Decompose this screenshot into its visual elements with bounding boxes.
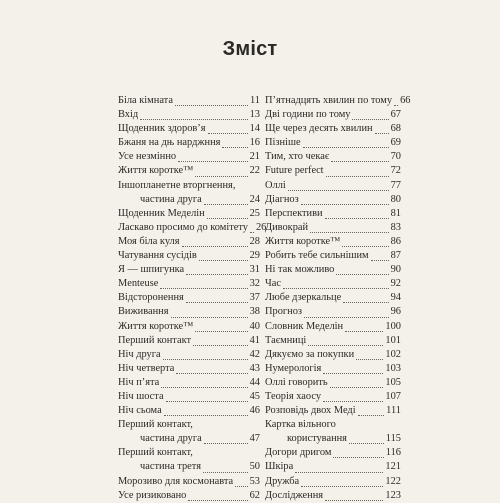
dot-leader: [345, 331, 383, 332]
dot-leader: [295, 472, 383, 473]
toc-entry: [118, 193, 260, 207]
toc-page-number: 100: [385, 320, 401, 332]
toc-entry: [118, 305, 260, 319]
toc-entry-title: Перший контакт,: [118, 419, 193, 431]
toc-entry: [118, 362, 260, 376]
dot-leader: [176, 373, 247, 374]
toc-entry-title: Любе дзеркальце: [265, 292, 342, 304]
toc-entry-title: Тим, хто чекає: [265, 151, 330, 163]
toc-entry-title: Дивокрай: [265, 221, 309, 233]
dot-leader: [195, 176, 247, 177]
toc-entry-title: Перший контакт: [118, 334, 192, 346]
dot-leader: [303, 147, 389, 148]
dot-leader: [323, 401, 383, 402]
toc-entry: [265, 348, 401, 362]
dot-leader: [164, 415, 248, 416]
dot-leader: [375, 133, 389, 134]
toc-entry-title: Бжаня на дњ нарджння: [118, 137, 221, 149]
toc-entry-title: Біла кімната: [118, 95, 173, 106]
toc-entry: [118, 348, 260, 362]
toc-entry: [118, 376, 260, 390]
toc-entry-title: частина друга: [140, 433, 202, 445]
toc-entry-title: Теорія хаосу: [265, 390, 322, 402]
dot-leader: [195, 331, 247, 332]
toc-page-number: 42: [249, 348, 260, 360]
toc-entry-title: Розповідь двох Меді: [265, 405, 356, 417]
toc-page-number: 31: [249, 264, 260, 276]
toc-entry: [118, 179, 260, 193]
toc-page-number: 83: [390, 221, 401, 233]
toc-entry-title: частина друга: [140, 193, 202, 205]
toc-entry: [265, 277, 401, 291]
toc-page-number: 21: [249, 151, 260, 163]
toc-page-number: 94: [390, 292, 401, 304]
toc-page-number: 38: [249, 306, 260, 318]
toc-entry-title: Ніч п’ята: [118, 376, 160, 388]
toc-entry-title: Моя біла куля: [118, 235, 180, 247]
toc-entry: [118, 249, 260, 263]
toc-page-number: 67: [390, 109, 401, 121]
toc-entry-title: Нумерологія: [265, 362, 322, 374]
toc-entry-title: Дякуємо за покупки: [265, 348, 355, 360]
toc-page-number: 44: [249, 376, 260, 388]
toc-column-right: [265, 94, 411, 503]
toc-page-number: 103: [385, 362, 401, 374]
toc-page-number: 25: [249, 207, 260, 219]
toc-entry: [118, 446, 260, 460]
toc-entry: [118, 235, 260, 249]
toc-entry: [118, 164, 260, 178]
toc-entry: [118, 150, 260, 164]
dot-leader: [193, 345, 248, 346]
toc-entry: [118, 122, 260, 136]
toc-entry-title: Догори дригом: [265, 447, 332, 459]
dot-leader: [325, 218, 389, 219]
toc-entry: [118, 277, 260, 291]
toc-entry: [265, 108, 401, 122]
dot-leader: [186, 274, 247, 275]
toc-page-number: 86: [390, 235, 401, 247]
toc-page-number: 47: [249, 433, 260, 445]
toc-page-number: 37: [249, 292, 260, 304]
toc-page-number: 14: [249, 123, 260, 135]
toc-page-number: 46: [249, 405, 260, 417]
toc-page-number: 40: [249, 320, 260, 332]
toc-entry: [118, 94, 260, 108]
dot-leader: [283, 288, 389, 289]
toc-entry: [265, 235, 401, 249]
toc-page-number: 87: [390, 250, 401, 262]
toc-entry-title: Ніч шоста: [118, 390, 164, 402]
toc-entry: [118, 489, 260, 503]
toc-entry-title: Виживання: [118, 306, 169, 318]
dot-leader: [323, 373, 383, 374]
dot-leader: [304, 317, 389, 318]
dot-leader: [186, 302, 248, 303]
toc-page-number: 81: [390, 207, 401, 219]
toc-entry-title: Чатування сусідів: [118, 250, 197, 262]
dot-leader: [160, 288, 247, 289]
toc-page-number: 32: [249, 278, 260, 290]
toc-page-number: 122: [385, 475, 401, 487]
toc-entry-title: Робить тебе сильнішим: [265, 250, 369, 262]
toc-entry: [118, 108, 260, 122]
toc-entry-title: Дружба: [265, 475, 300, 487]
dot-leader: [204, 204, 248, 205]
toc-entry-title: Перший контакт,: [118, 447, 193, 459]
toc-entry-title: Ніч сьома: [118, 405, 162, 417]
toc-entry: [118, 432, 260, 446]
toc-entry-title: Future perfect: [265, 165, 324, 177]
dot-leader: [342, 246, 388, 247]
toc-entry-title: Життя коротке™: [265, 235, 341, 247]
toc-entry: [118, 263, 260, 277]
toc-entry-title: Дослідження: [265, 489, 324, 501]
toc-page-number: 123: [385, 489, 401, 501]
toc-entry: [265, 249, 401, 263]
dot-leader: [326, 176, 389, 177]
toc-entry: [265, 460, 401, 474]
toc-entry: [118, 334, 260, 348]
toc-entry-title: Ніч друга: [118, 348, 161, 360]
dot-leader: [333, 457, 383, 458]
toc-entry: [265, 362, 401, 376]
toc-entry: [265, 164, 401, 178]
toc-entry: [265, 179, 401, 193]
toc-column-left: [118, 94, 267, 503]
toc-entry: [265, 334, 401, 348]
toc-page-number: 72: [390, 165, 401, 177]
dot-leader: [166, 401, 248, 402]
toc-entry: [265, 376, 401, 390]
dot-leader: [308, 345, 383, 346]
dot-leader: [140, 119, 247, 120]
toc-entry: [118, 460, 260, 474]
toc-entry-title: Прогноз: [265, 306, 303, 318]
toc-entry-title: Життя коротке™: [118, 165, 194, 177]
toc-page-number: 115: [385, 433, 401, 445]
toc-entry-title: Щоденник Меделін: [118, 207, 205, 219]
dot-leader: [207, 218, 248, 219]
toc-entry-title: частина третя: [140, 461, 201, 473]
toc-entry: [118, 475, 260, 489]
toc-page-number: 102: [385, 348, 401, 360]
toc-entry-title: Оллі: [265, 179, 286, 191]
toc-entry: [265, 136, 401, 150]
toc-entry: [265, 475, 401, 489]
toc-entry: [118, 221, 267, 235]
toc-page-number: 69: [390, 137, 401, 149]
page-title: Зміст: [222, 38, 278, 60]
dot-leader: [358, 415, 385, 416]
dot-leader: [330, 387, 384, 388]
toc-page-number: 68: [390, 123, 401, 135]
toc-page-number: 22: [249, 165, 260, 177]
toc-entry: [265, 404, 401, 418]
toc-entry-title: Таємниці: [265, 334, 307, 346]
toc-entry: [265, 432, 401, 446]
toc-entry: [265, 446, 401, 460]
toc-entry-title: Щоденник здоров’я: [118, 123, 206, 135]
toc-entry: [265, 489, 401, 503]
dot-leader: [199, 260, 248, 261]
toc-entry-title: Діагноз: [265, 193, 299, 205]
dot-leader: [349, 443, 384, 444]
toc-page-number: 13: [249, 109, 260, 121]
dot-leader: [301, 204, 389, 205]
toc-page-number: 90: [390, 264, 401, 276]
toc-entry-title: Життя коротке™: [118, 320, 194, 332]
toc-page-number: 24: [249, 193, 260, 205]
toc-page-number: 41: [249, 334, 260, 346]
dot-leader: [178, 161, 248, 162]
dot-leader: [331, 161, 388, 162]
toc-entry: [118, 136, 260, 150]
dot-leader: [394, 105, 398, 106]
toc-page-number: 16: [249, 137, 260, 149]
toc-entry: [118, 207, 260, 221]
toc-entry-title: Ніч четверта: [118, 362, 175, 374]
dot-leader: [343, 302, 388, 303]
dot-leader: [161, 387, 247, 388]
toc-entry-title: Іншопланетне вторгнення,: [118, 179, 236, 191]
toc-entry-title: Шкіра: [265, 461, 294, 473]
toc-page-number: 29: [249, 250, 260, 262]
toc-entry-title: Словник Меделін: [265, 320, 344, 332]
dot-leader: [171, 317, 248, 318]
toc-entry-title: Усе ризиковано: [118, 489, 187, 501]
dot-leader: [336, 274, 388, 275]
dot-leader: [208, 133, 248, 134]
toc-entry: [265, 122, 401, 136]
toc-page-number: 111: [386, 405, 401, 417]
toc-page-number: 11: [249, 95, 260, 106]
toc-entry-title: користування: [287, 433, 347, 445]
toc-entry: [118, 291, 260, 305]
toc-entry-title: Пізніше: [265, 137, 301, 149]
toc-page-number: 101: [385, 334, 401, 346]
toc-page-number: 70: [390, 151, 401, 163]
dot-leader: [222, 147, 247, 148]
dot-leader: [371, 260, 389, 261]
dot-leader: [250, 232, 254, 233]
toc-entry-title: Морозиво для космонавта: [118, 475, 234, 487]
toc-page-number: 77: [390, 179, 401, 191]
toc-entry: [118, 404, 260, 418]
toc-page-number: 107: [385, 390, 401, 402]
toc-entry: [265, 193, 401, 207]
toc-entry: [118, 320, 260, 334]
toc-page-number: 28: [249, 235, 260, 247]
toc-entry: [265, 418, 401, 432]
toc-entry-title: Ще через десять хвилин: [265, 123, 373, 135]
toc-entry-title: Час: [265, 278, 281, 290]
dot-leader: [356, 359, 383, 360]
toc-entry-title: Відсторонення: [118, 292, 184, 304]
toc-entry: [265, 221, 401, 235]
toc-entry: [265, 94, 411, 108]
toc-entry-title: Усе незмінно: [118, 151, 177, 163]
toc-entry: [265, 320, 401, 334]
dot-leader: [203, 472, 248, 473]
toc-entry-title: Menteuse: [118, 278, 159, 290]
toc-page-number: 92: [390, 278, 401, 290]
dot-leader: [182, 246, 248, 247]
toc-entry: [265, 291, 401, 305]
dot-leader: [301, 486, 383, 487]
toc-page-number: 80: [390, 193, 401, 205]
toc-entry: [265, 305, 401, 319]
dot-leader: [235, 486, 247, 487]
toc-entry: [265, 207, 401, 221]
toc-entry-title: П’ятнадцять хвилин по тому: [265, 95, 393, 106]
toc-entry: [265, 263, 401, 277]
toc-page-number: 62: [249, 489, 260, 501]
toc-entry: [265, 150, 401, 164]
dot-leader: [352, 119, 388, 120]
toc-entry-title: Ласкаво просимо до комітету: [118, 221, 248, 233]
toc-entry: [118, 418, 260, 432]
dot-leader: [175, 105, 248, 106]
toc-entry-title: Дві години по тому: [265, 109, 351, 121]
toc-entry: [118, 390, 260, 404]
toc-page-number: 50: [249, 461, 260, 473]
toc-entry-title: Ні так можливо: [265, 264, 335, 276]
toc-entry-title: Перспективи: [265, 207, 323, 219]
dot-leader: [310, 232, 389, 233]
dot-leader: [288, 190, 389, 191]
toc-page-number: 105: [385, 376, 401, 388]
toc-page-number: 26: [255, 221, 267, 233]
dot-leader: [204, 443, 248, 444]
toc-entry-title: Я — шпигунка: [118, 264, 185, 276]
toc-entry: [265, 390, 401, 404]
toc-entry-title: Вхід: [118, 109, 139, 121]
toc-entry-title: Оллі говорить: [265, 376, 328, 388]
toc-page-number: 66: [400, 95, 411, 106]
toc-page-number: 121: [385, 461, 401, 473]
toc-page-number: 45: [249, 390, 260, 402]
toc-entry-title: Картка вільного: [265, 419, 336, 431]
toc-page-number: 43: [249, 362, 260, 374]
toc-page-number: 116: [385, 447, 401, 459]
toc-page-number: 53: [249, 475, 260, 487]
dot-leader: [163, 359, 248, 360]
toc-page-number: 96: [390, 306, 401, 318]
